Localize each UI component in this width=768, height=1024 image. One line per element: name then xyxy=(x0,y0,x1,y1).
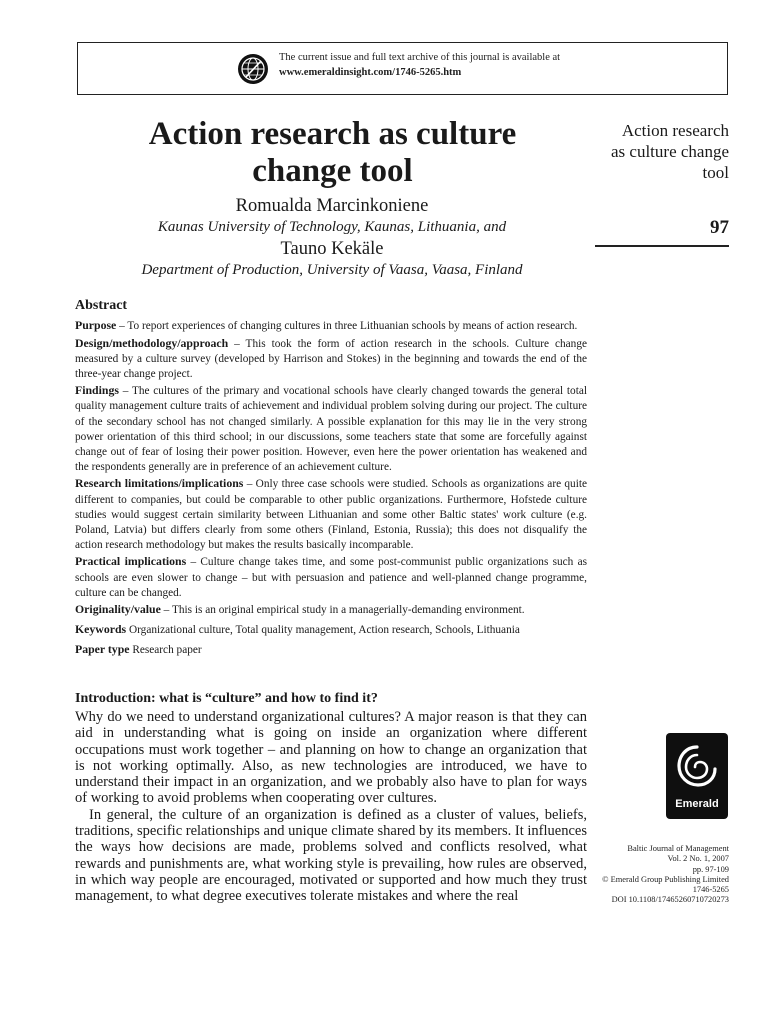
abstract-text: – The cultures of the primary and vocational schools have clearly changed towards the general total quality management culture traits of achievement and individual problem solving during our project. The culture of the secondary school has not changed similarly. A possible explanation for this may lie in the very strong power orientation of this third school; in our discussions, some teachers state that some are forcefully against change out of fear of losing their power position. However, even here the power orientation has weakened and the respondents generally are in preference of an achievement culture. xyxy=(75,385,587,473)
abstract-text: Research paper xyxy=(129,644,202,657)
journal-name: Baltic Journal of Management xyxy=(627,844,729,853)
abstract-label: Purpose xyxy=(75,318,117,332)
page-number: 97 xyxy=(710,217,729,238)
abstract-label: Practical implications xyxy=(75,554,187,569)
author-1: Romualda Marcinkoniene xyxy=(235,196,429,216)
running-head-line-2: as culture change xyxy=(611,142,729,161)
emerald-logo-text: Emerald xyxy=(675,798,719,810)
abstract-keywords xyxy=(75,622,587,638)
journal-issn: 1746-5265 xyxy=(692,885,729,895)
emerald-swirl-icon xyxy=(675,741,719,793)
abstract-text: – To report experiences of changing cultures in three Lithuanian schools by means of action research. xyxy=(116,320,578,332)
globe-icon xyxy=(237,53,269,85)
abstract-text: – This took the form of action research in the schools. Culture change measured by a culture survey (developed by Harrison and Stokes) in the beginning and towards the end of the three-year change project. xyxy=(75,337,587,380)
abstract-label: Design/methodology/approach xyxy=(75,335,229,350)
abstract-text: – Culture change takes time, and some post-communist public organizations such as schools are even slower to change – but with persuasion and patience and well-planned change programme, culture can be changed. xyxy=(75,556,587,599)
journal-notice-box xyxy=(77,42,728,95)
abstract-findings xyxy=(75,383,587,475)
journal-copyright: © Emerald Group Publishing Limited xyxy=(602,874,729,884)
abstract-label: Findings xyxy=(75,383,119,398)
journal-pages: pp. 97-109 xyxy=(692,864,729,874)
abstract-heading: Abstract xyxy=(75,298,128,313)
abstract-label: Keywords xyxy=(75,622,127,637)
running-head-line-1: Action research xyxy=(621,121,729,140)
abstract-label: Paper type xyxy=(75,642,130,657)
abstract-practical xyxy=(75,554,587,600)
emerald-logo xyxy=(666,733,728,819)
abstract-text: – This is an original empirical study in a managerially-demanding environment. xyxy=(160,604,525,617)
abstract-design xyxy=(75,336,587,382)
abstract-body xyxy=(75,318,587,660)
affiliation-2: Department of Production, University of Vaasa, Vaasa, Finland xyxy=(141,262,523,278)
intro-paragraph-1: Why do we need to understand organizational cultures? A major reason is that they can aid in understanding what is going on inside an organization where different occupations must work together – and planning on how to change an organization that is not working optimally. Also, as new technologies are introduced, we have to understand their impact in an organization, and we probably also have to plan for ways of working to avoid problems when cooperating over cultures. xyxy=(75,709,587,807)
abstract-text: – Only three case schools were studied. Schools as organizations are quite different to companies, but could be comparable to other public organizations. Furthermore, Hofstede culture studies would suggest certain similarity between Lithuanian and some other Baltic states' work culture (e.g. Poland, Latvia) but differs clearly from some others (Finland, Estonia, Russia); this does not disqualify the action research methodology but makes the results basically incomparable. xyxy=(75,478,587,551)
abstract-text: Organizational culture, Total quality management, Action research, Schools, Lithuania xyxy=(126,624,520,637)
notice-text: The current issue and full text archive of this journal is available at xyxy=(279,52,561,63)
intro-paragraph-2: In general, the culture of an organization is defined as a cluster of values, beliefs, traditions, specific relationships and unique climate shared by its members. It influences the ways how decisions are made, problems solved and conflicts resolved, what rewards and punishments are, what working style is prevailing, how rules are observed, in which way people are encouraged, motivated or supported and how much they trust management, to what degree executives tolerate mistakes and where the real xyxy=(75,806,587,905)
intro-heading: Introduction: what is “culture” and how to find it? xyxy=(75,691,378,706)
affiliation-1: Kaunas University of Technology, Kaunas, Lithuania, and xyxy=(157,219,507,235)
journal-info xyxy=(559,844,729,906)
notice-url[interactable]: www.emeraldinsight.com/1746-5265.htm xyxy=(279,67,462,78)
abstract-originality xyxy=(75,602,587,618)
abstract-limitations xyxy=(75,476,587,552)
running-head-line-3: tool xyxy=(702,163,729,182)
paper-title-line-1: Action research as culture xyxy=(148,116,517,152)
intro-body xyxy=(75,709,587,905)
abstract-purpose xyxy=(75,318,587,334)
paper-title-line-2: change tool xyxy=(252,153,413,189)
journal-doi[interactable]: DOI 10.1108/17465260710720273 xyxy=(611,895,729,905)
journal-volume: Vol. 2 No. 1, 2007 xyxy=(667,854,729,864)
page-number-rule xyxy=(595,245,729,247)
abstract-label: Research limitations/implications xyxy=(75,476,244,491)
running-head xyxy=(569,120,729,183)
author-2: Tauno Kekäle xyxy=(280,239,384,259)
paper-title xyxy=(110,116,555,190)
abstract-paper-type xyxy=(75,642,587,658)
abstract-label: Originality/value xyxy=(75,602,161,617)
